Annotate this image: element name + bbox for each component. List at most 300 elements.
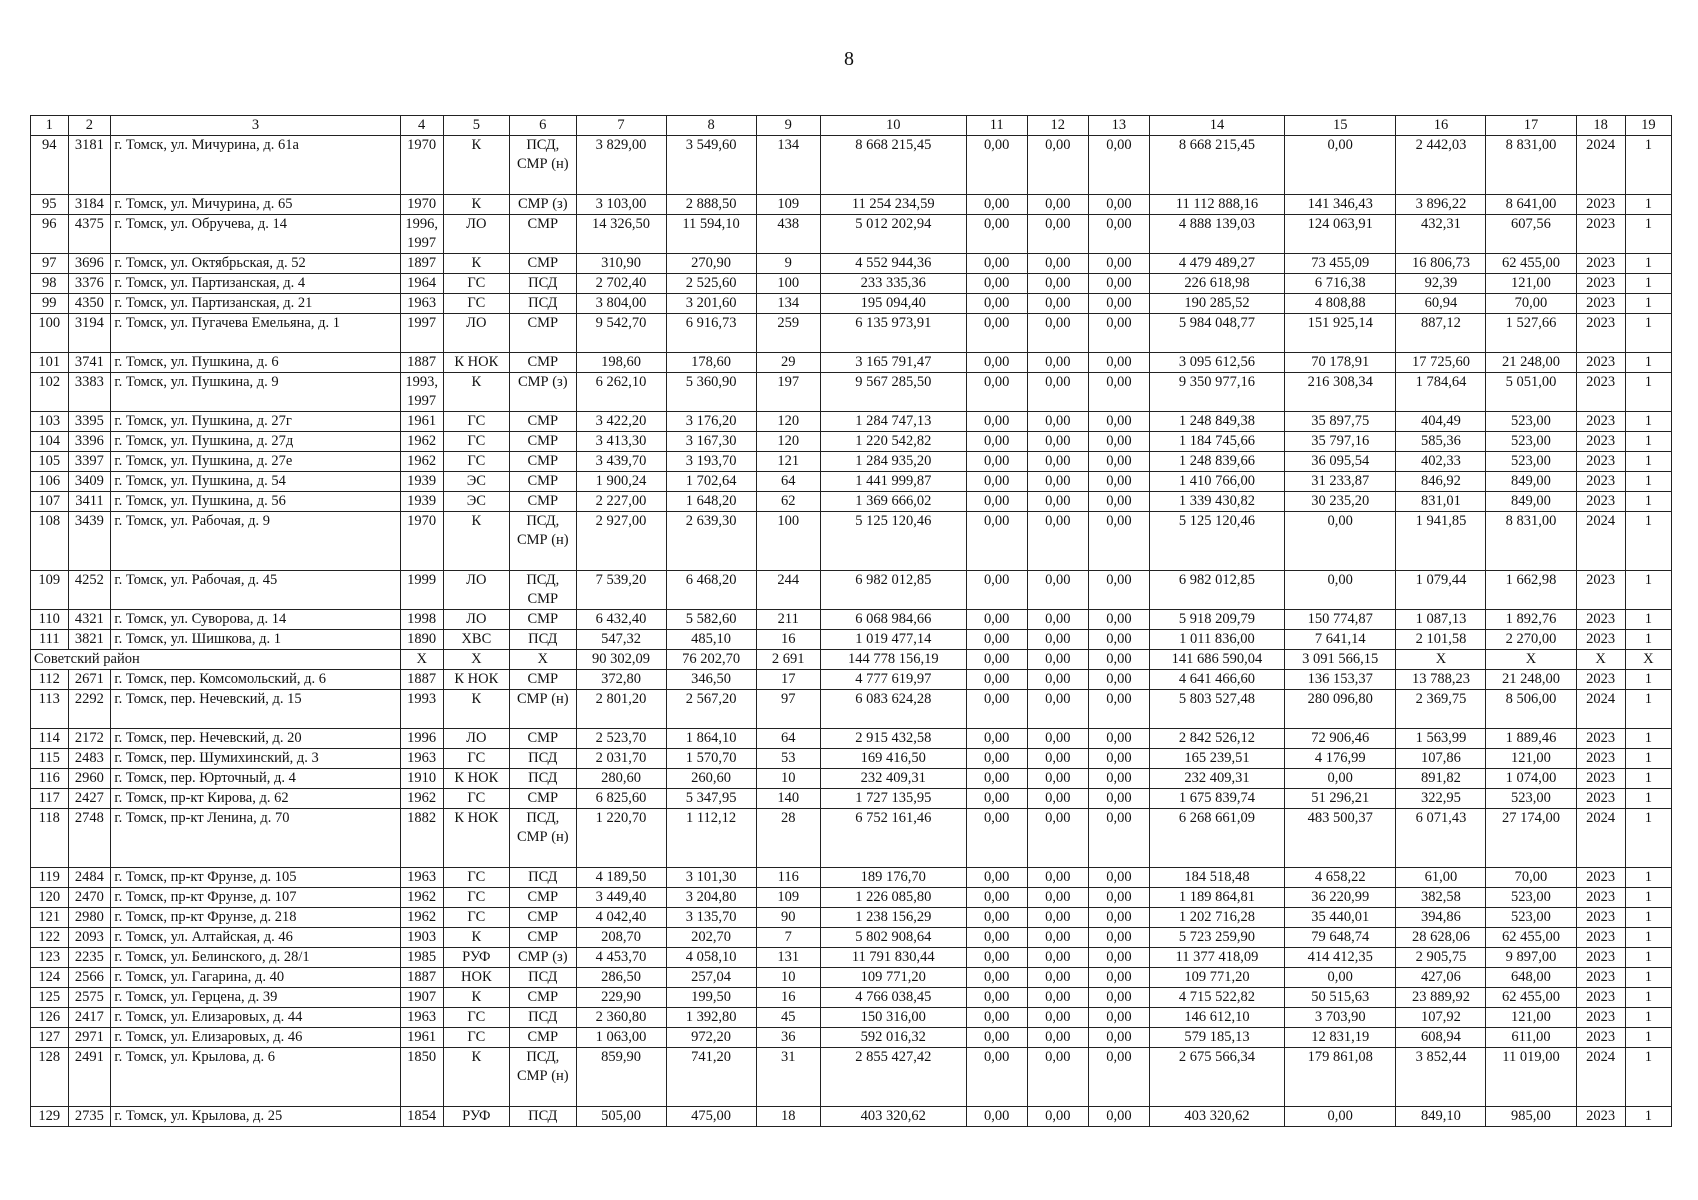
table-cell: 0,00 <box>1027 294 1088 314</box>
table-cell: 4 888 139,03 <box>1149 215 1284 254</box>
table-cell: 0,00 <box>966 274 1027 294</box>
table-cell: 29 <box>756 353 820 373</box>
table-cell: 105 <box>31 452 69 472</box>
table-row <box>31 571 1672 610</box>
table-cell: 0,00 <box>1088 749 1149 769</box>
table-cell: 859,90 <box>576 1048 666 1107</box>
table-cell: ХВС <box>443 630 509 650</box>
table-cell: 184 518,48 <box>1149 868 1284 888</box>
table-cell: г. Томск, ул. Белинского, д. 28/1 <box>111 948 400 968</box>
table-cell: 27 174,00 <box>1486 809 1576 868</box>
table-cell: 523,00 <box>1486 432 1576 452</box>
table-cell: 0,00 <box>966 452 1027 472</box>
table-cell: 140 <box>756 789 820 809</box>
table-cell: 1 <box>1625 373 1671 412</box>
table-cell: 1970 <box>400 195 443 215</box>
table-cell: 485,10 <box>666 630 756 650</box>
table-cell: 9 897,00 <box>1486 948 1576 968</box>
table-cell: 106 <box>31 472 69 492</box>
table-cell: 0,00 <box>1027 769 1088 789</box>
table-cell: 2024 <box>1576 809 1625 868</box>
table-cell: 4 479 489,27 <box>1149 254 1284 274</box>
table-cell: 3 167,30 <box>666 432 756 452</box>
table-cell: 259 <box>756 314 820 353</box>
table-cell: 2023 <box>1576 968 1625 988</box>
table-row <box>31 195 1672 215</box>
table-cell: 0,00 <box>1088 274 1149 294</box>
table-cell: 165 239,51 <box>1149 749 1284 769</box>
table-cell: 1 <box>1625 1048 1671 1107</box>
table-cell: 0,00 <box>1027 630 1088 650</box>
table-cell: 1 226 085,80 <box>820 888 966 908</box>
table-cell: 16 806,73 <box>1396 254 1486 274</box>
table-cell: 0,00 <box>966 948 1027 968</box>
table-cell: 21 248,00 <box>1486 670 1576 690</box>
table-cell: 1970 <box>400 136 443 195</box>
table-cell: 62 <box>756 492 820 512</box>
table-cell: 523,00 <box>1486 412 1576 432</box>
table-cell: 10 <box>756 769 820 789</box>
table-cell: СМР <box>510 412 576 432</box>
table-cell: 4 658,22 <box>1284 868 1395 888</box>
table-cell: 28 628,06 <box>1396 928 1486 948</box>
table-cell: 2 888,50 <box>666 195 756 215</box>
table-cell: 100 <box>756 274 820 294</box>
table-cell: 741,20 <box>666 1048 756 1107</box>
table-cell: 523,00 <box>1486 789 1576 809</box>
table-cell: 11 791 830,44 <box>820 948 966 968</box>
table-cell: 887,12 <box>1396 314 1486 353</box>
table-cell: 0,00 <box>1027 868 1088 888</box>
table-cell: 1 <box>1625 809 1671 868</box>
table-cell: 0,00 <box>1088 571 1149 610</box>
table-cell: 1850 <box>400 1048 443 1107</box>
table-cell: 2 855 427,42 <box>820 1048 966 1107</box>
table-cell: 5 012 202,94 <box>820 215 966 254</box>
table-cell: ГС <box>443 1008 509 1028</box>
table-cell: 1 410 766,00 <box>1149 472 1284 492</box>
table-cell: К <box>443 928 509 948</box>
table-cell: 1 238 156,29 <box>820 908 966 928</box>
table-row <box>31 948 1672 968</box>
table-cell: 3 703,90 <box>1284 1008 1395 1028</box>
table-cell: 0,00 <box>1027 908 1088 928</box>
table-cell: 226 618,98 <box>1149 274 1284 294</box>
table-cell: 1 <box>1625 571 1671 610</box>
district-subtotal-row <box>31 650 1672 670</box>
table-cell: 3741 <box>68 353 111 373</box>
table-cell: 2 101,58 <box>1396 630 1486 650</box>
table-cell: 1 <box>1625 769 1671 789</box>
table-cell: 0,00 <box>966 670 1027 690</box>
table-cell: 121,00 <box>1486 1008 1576 1028</box>
table-cell: 1 011 836,00 <box>1149 630 1284 650</box>
table-cell: 0,00 <box>1027 412 1088 432</box>
table-cell: 475,00 <box>666 1107 756 1127</box>
table-cell: 1887 <box>400 670 443 690</box>
table-cell: 51 296,21 <box>1284 789 1395 809</box>
table-row <box>31 1028 1672 1048</box>
table-cell: 2023 <box>1576 729 1625 749</box>
table-cell: г. Томск, пр-кт Кирова, д. 62 <box>111 789 400 809</box>
table-cell: 5 984 048,77 <box>1149 314 1284 353</box>
table-cell: 0,00 <box>1027 948 1088 968</box>
table-cell: 3397 <box>68 452 111 472</box>
table-row <box>31 630 1672 650</box>
table-cell: 0,00 <box>966 630 1027 650</box>
table-cell: 202,70 <box>666 928 756 948</box>
table-cell: К <box>443 254 509 274</box>
table-cell: 1 727 135,95 <box>820 789 966 809</box>
table-cell: 1903 <box>400 928 443 948</box>
table-cell: ЛО <box>443 314 509 353</box>
table-cell: 4 058,10 <box>666 948 756 968</box>
table-cell: 70,00 <box>1486 868 1576 888</box>
table-cell: 62 455,00 <box>1486 988 1576 1008</box>
table-cell: 3 101,30 <box>666 868 756 888</box>
table-cell: 0,00 <box>1027 888 1088 908</box>
district-cell: 2 691 <box>756 650 820 670</box>
table-cell: 189 176,70 <box>820 868 966 888</box>
table-cell: г. Томск, пер. Нечевский, д. 15 <box>111 690 400 729</box>
table-cell: 2023 <box>1576 769 1625 789</box>
district-cell: X <box>400 650 443 670</box>
table-cell: 2023 <box>1576 928 1625 948</box>
table-cell: 1 <box>1625 472 1671 492</box>
table-cell: 0,00 <box>966 1048 1027 1107</box>
table-cell: 11 254 234,59 <box>820 195 966 215</box>
table-cell: СМР <box>510 215 576 254</box>
table-cell: 134 <box>756 294 820 314</box>
table-cell: 8 668 215,45 <box>820 136 966 195</box>
table-cell: 0,00 <box>1088 254 1149 274</box>
table-cell: 5 723 259,90 <box>1149 928 1284 948</box>
table-cell: 96 <box>31 215 69 254</box>
district-cell: X <box>1486 650 1576 670</box>
table-cell: ГС <box>443 789 509 809</box>
table-cell: К <box>443 988 509 1008</box>
table-cell: 8 831,00 <box>1486 136 1576 195</box>
table-cell: 0,00 <box>966 571 1027 610</box>
table-cell: ПСД, СМР (н) <box>510 512 576 571</box>
table-row <box>31 492 1672 512</box>
table-cell: г. Томск, ул. Алтайская, д. 46 <box>111 928 400 948</box>
table-cell: 11 377 418,09 <box>1149 948 1284 968</box>
table-cell: СМР <box>510 314 576 353</box>
table-cell: 2 639,30 <box>666 512 756 571</box>
column-header-16: 16 <box>1396 116 1486 136</box>
table-cell: 0,00 <box>966 809 1027 868</box>
table-cell: 136 153,37 <box>1284 670 1395 690</box>
table-cell: 1 892,76 <box>1486 610 1576 630</box>
table-cell: ПСД, СМР <box>510 571 576 610</box>
table-cell: 608,94 <box>1396 1028 1486 1048</box>
table-cell: 1 <box>1625 908 1671 928</box>
table-cell: СМР <box>510 908 576 928</box>
table-cell: 2 905,75 <box>1396 948 1486 968</box>
table-cell: 1887 <box>400 968 443 988</box>
table-cell: 0,00 <box>966 749 1027 769</box>
table-cell: 0,00 <box>1088 215 1149 254</box>
table-cell: 4375 <box>68 215 111 254</box>
table-cell: 0,00 <box>1027 968 1088 988</box>
table-cell: 5 125 120,46 <box>1149 512 1284 571</box>
table-cell: 0,00 <box>1284 512 1395 571</box>
table-cell: 0,00 <box>1027 432 1088 452</box>
table-cell: СМР <box>510 670 576 690</box>
table-cell: 6 752 161,46 <box>820 809 966 868</box>
table-cell: 0,00 <box>1088 432 1149 452</box>
table-cell: ПСД <box>510 968 576 988</box>
table-cell: 7 539,20 <box>576 571 666 610</box>
column-header-6: 6 <box>510 116 576 136</box>
table-cell: 141 346,43 <box>1284 195 1395 215</box>
table-cell: 35 440,01 <box>1284 908 1395 928</box>
table-cell: г. Томск, пер. Комсомольский, д. 6 <box>111 670 400 690</box>
table-cell: 16 <box>756 630 820 650</box>
table-cell: 1 441 999,87 <box>820 472 966 492</box>
table-cell: 0,00 <box>1088 769 1149 789</box>
table-cell: 483 500,37 <box>1284 809 1395 868</box>
table-cell: 125 <box>31 988 69 1008</box>
table-cell: 2 523,70 <box>576 729 666 749</box>
table-cell: 1962 <box>400 432 443 452</box>
table-cell: 1 <box>1625 888 1671 908</box>
table-row <box>31 373 1672 412</box>
table-cell: 2023 <box>1576 1008 1625 1028</box>
table-cell: 1970 <box>400 512 443 571</box>
table-cell: 2 801,20 <box>576 690 666 729</box>
table-cell: 18 <box>756 1107 820 1127</box>
table-cell: 3821 <box>68 630 111 650</box>
table-cell: 1 112,12 <box>666 809 756 868</box>
table-cell: 2023 <box>1576 888 1625 908</box>
table-cell: 97 <box>31 254 69 274</box>
table-cell: 382,58 <box>1396 888 1486 908</box>
table-cell: 244 <box>756 571 820 610</box>
table-cell: 9 542,70 <box>576 314 666 353</box>
table-cell: 6 268 661,09 <box>1149 809 1284 868</box>
table-cell: 3 439,70 <box>576 452 666 472</box>
table-cell: 849,00 <box>1486 472 1576 492</box>
table-cell: 2093 <box>68 928 111 948</box>
table-cell: 2 842 526,12 <box>1149 729 1284 749</box>
table-cell: 972,20 <box>666 1028 756 1048</box>
table-cell: 73 455,09 <box>1284 254 1395 274</box>
table-cell: 1 <box>1625 136 1671 195</box>
table-cell: 0,00 <box>966 1008 1027 1028</box>
table-cell: ГС <box>443 432 509 452</box>
table-cell: ГС <box>443 888 509 908</box>
table-cell: 1 702,64 <box>666 472 756 492</box>
table-cell: 1996, 1997 <box>400 215 443 254</box>
table-cell: 17 <box>756 670 820 690</box>
column-header-15: 15 <box>1284 116 1395 136</box>
table-cell: К НОК <box>443 670 509 690</box>
table-cell: СМР <box>510 789 576 809</box>
table-cell: 523,00 <box>1486 888 1576 908</box>
table-cell: 10 <box>756 968 820 988</box>
table-cell: 123 <box>31 948 69 968</box>
table-row <box>31 908 1672 928</box>
table-cell: 0,00 <box>1088 670 1149 690</box>
table-cell: 0,00 <box>1027 1107 1088 1127</box>
table-cell: 0,00 <box>1027 254 1088 274</box>
table-cell: 1985 <box>400 948 443 968</box>
table-cell: 322,95 <box>1396 789 1486 809</box>
column-header-18: 18 <box>1576 116 1625 136</box>
table-cell: 1 220 542,82 <box>820 432 966 452</box>
table-cell: 0,00 <box>1284 968 1395 988</box>
table-cell: ГС <box>443 868 509 888</box>
table-cell: 402,33 <box>1396 452 1486 472</box>
table-cell: 0,00 <box>1088 789 1149 809</box>
table-cell: 0,00 <box>966 373 1027 412</box>
table-cell: 1 <box>1625 215 1671 254</box>
table-cell: НОК <box>443 968 509 988</box>
table-cell: 121,00 <box>1486 274 1576 294</box>
table-cell: 0,00 <box>1088 452 1149 472</box>
table-cell: 31 233,87 <box>1284 472 1395 492</box>
table-cell: 286,50 <box>576 968 666 988</box>
table-cell: г. Томск, ул. Мичурина, д. 65 <box>111 195 400 215</box>
table-cell: 0,00 <box>1088 492 1149 512</box>
table-cell: 0,00 <box>966 610 1027 630</box>
table-cell: 5 802 908,64 <box>820 928 966 948</box>
table-cell: 70,00 <box>1486 294 1576 314</box>
table-cell: 109 771,20 <box>1149 968 1284 988</box>
column-header-4: 4 <box>400 116 443 136</box>
table-cell: 1963 <box>400 749 443 769</box>
table-cell: 122 <box>31 928 69 948</box>
table-cell: 257,04 <box>666 968 756 988</box>
table-cell: 2235 <box>68 948 111 968</box>
table-cell: 1 <box>1625 789 1671 809</box>
table-cell: 7 <box>756 928 820 948</box>
table-cell: 4252 <box>68 571 111 610</box>
table-cell: 3 896,22 <box>1396 195 1486 215</box>
table-cell: 229,90 <box>576 988 666 1008</box>
table-cell: 3411 <box>68 492 111 512</box>
table-cell: 6 262,10 <box>576 373 666 412</box>
table-cell: 1 <box>1625 512 1671 571</box>
table-cell: ГС <box>443 274 509 294</box>
table-cell: 0,00 <box>966 690 1027 729</box>
table-cell: ПСД <box>510 1107 576 1127</box>
table-cell: СМР <box>510 1028 576 1048</box>
table-cell: 151 925,14 <box>1284 314 1395 353</box>
table-cell: 3439 <box>68 512 111 571</box>
table-cell: 0,00 <box>1088 729 1149 749</box>
table-cell: 2024 <box>1576 512 1625 571</box>
table-cell: г. Томск, пер. Нечевский, д. 20 <box>111 729 400 749</box>
table-cell: 1 <box>1625 948 1671 968</box>
table-cell: 2292 <box>68 690 111 729</box>
district-cell: 141 686 590,04 <box>1149 650 1284 670</box>
table-cell: СМР <box>510 988 576 1008</box>
table-cell: К НОК <box>443 353 509 373</box>
table-cell: 1 <box>1625 729 1671 749</box>
table-cell: К НОК <box>443 809 509 868</box>
table-row <box>31 274 1672 294</box>
table-cell: 6 982 012,85 <box>820 571 966 610</box>
table-cell: 199,50 <box>666 988 756 1008</box>
table-cell: 3 165 791,47 <box>820 353 966 373</box>
district-cell: 0,00 <box>1088 650 1149 670</box>
table-cell: 3 103,00 <box>576 195 666 215</box>
table-cell: 1 <box>1625 432 1671 452</box>
table-cell: 0,00 <box>1284 769 1395 789</box>
table-cell: 4 715 522,82 <box>1149 988 1284 1008</box>
table-cell: СМР <box>510 353 576 373</box>
table-cell: ЛО <box>443 215 509 254</box>
table-cell: 9 <box>756 254 820 274</box>
table-cell: 109 <box>756 888 820 908</box>
table-cell: 0,00 <box>1027 452 1088 472</box>
table-cell: СМР <box>510 610 576 630</box>
table-cell: ПСД <box>510 749 576 769</box>
table-cell: 178,60 <box>666 353 756 373</box>
table-cell: 2024 <box>1576 690 1625 729</box>
table-cell: 4 042,40 <box>576 908 666 928</box>
table-cell: 0,00 <box>966 254 1027 274</box>
table-row <box>31 432 1672 452</box>
table-cell: 1939 <box>400 492 443 512</box>
district-cell: 90 302,09 <box>576 650 666 670</box>
table-cell: 150 316,00 <box>820 1008 966 1028</box>
table-cell: 119 <box>31 868 69 888</box>
table-cell: 2491 <box>68 1048 111 1107</box>
table-cell: 1 <box>1625 452 1671 472</box>
table-cell: 0,00 <box>1027 512 1088 571</box>
table-cell: 3 549,60 <box>666 136 756 195</box>
table-cell: 0,00 <box>966 472 1027 492</box>
table-cell: 1 570,70 <box>666 749 756 769</box>
table-cell: 2024 <box>1576 1048 1625 1107</box>
table-cell: 30 235,20 <box>1284 492 1395 512</box>
table-cell: 891,82 <box>1396 769 1486 789</box>
table-cell: 232 409,31 <box>820 769 966 789</box>
table-cell: 121 <box>756 452 820 472</box>
district-cell: X <box>1576 650 1625 670</box>
table-cell: 7 641,14 <box>1284 630 1395 650</box>
table-cell: 1 284 935,20 <box>820 452 966 472</box>
table-cell: 0,00 <box>1027 988 1088 1008</box>
table-cell: ГС <box>443 908 509 928</box>
table-cell: 1 <box>1625 928 1671 948</box>
table-cell: 2 525,60 <box>666 274 756 294</box>
column-header-2: 2 <box>68 116 111 136</box>
table-cell: 2023 <box>1576 988 1625 1008</box>
table-cell: 2023 <box>1576 571 1625 610</box>
table-cell: г. Томск, ул. Елизаровых, д. 44 <box>111 1008 400 1028</box>
table-cell: 0,00 <box>1088 630 1149 650</box>
table-cell: 127 <box>31 1028 69 1048</box>
table-cell: 432,31 <box>1396 215 1486 254</box>
table-cell: 0,00 <box>1088 353 1149 373</box>
table-cell: 100 <box>31 314 69 353</box>
table-cell: 0,00 <box>1027 314 1088 353</box>
table-cell: 0,00 <box>1027 571 1088 610</box>
table-cell: 4 453,70 <box>576 948 666 968</box>
table-cell: 0,00 <box>966 968 1027 988</box>
table-cell: 2023 <box>1576 670 1625 690</box>
table-cell: 3383 <box>68 373 111 412</box>
table-cell: 1907 <box>400 988 443 1008</box>
table-cell: 2023 <box>1576 789 1625 809</box>
table-cell: СМР <box>510 729 576 749</box>
table-cell: 1 648,20 <box>666 492 756 512</box>
